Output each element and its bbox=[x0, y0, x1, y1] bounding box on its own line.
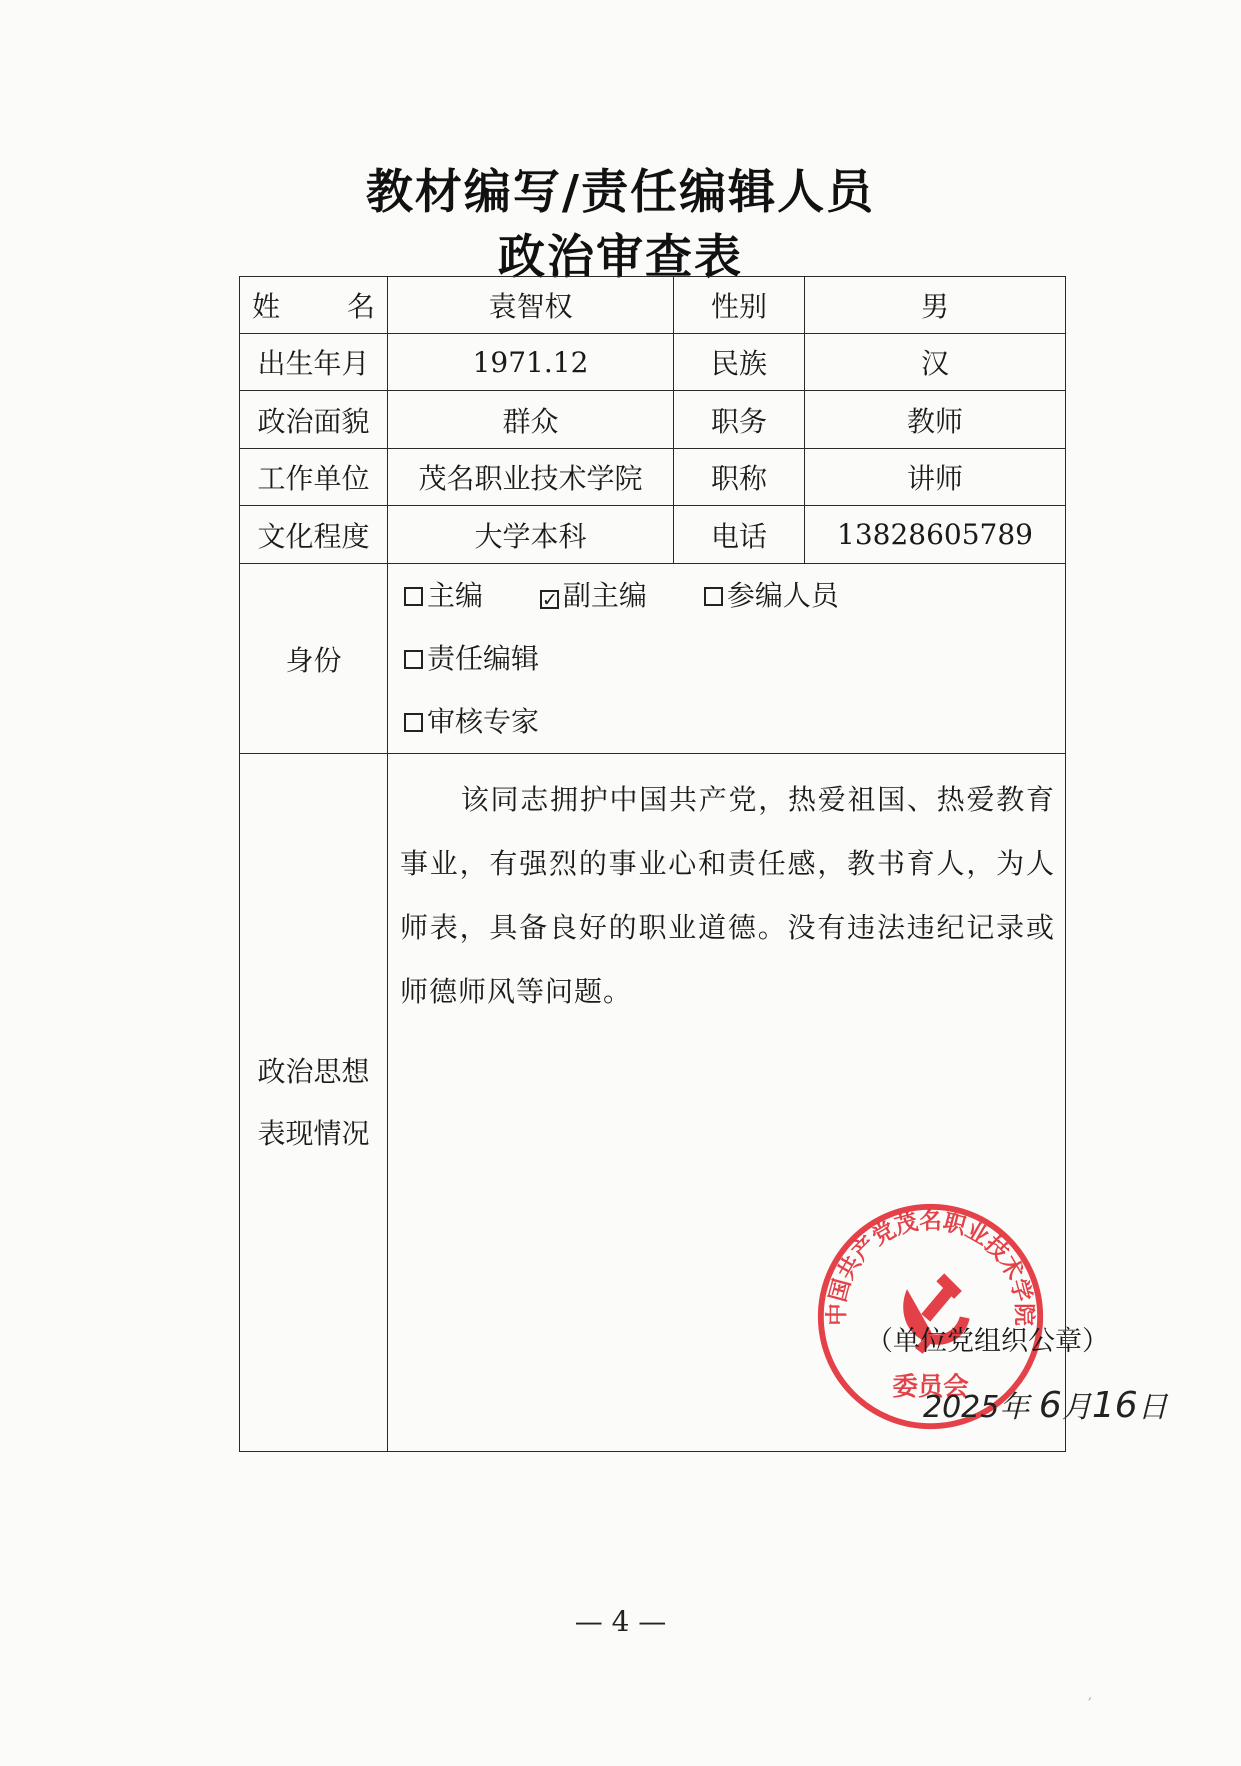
political-value: 群众 bbox=[388, 391, 674, 449]
date-day: 16 bbox=[1091, 1385, 1138, 1426]
phone-value: 13828605789 bbox=[805, 506, 1066, 564]
birth-value: 1971.12 bbox=[388, 334, 674, 391]
page-number: — 4 — bbox=[574, 1605, 667, 1638]
signature-date: 2025年 6月16日 bbox=[923, 1385, 1168, 1426]
review-statement: 该同志拥护中国共产党，热爱祖国、热爱教育事业，有强烈的事业心和责任感，教书育人，为人师表，具备良好的职业道德。没有违法违纪记录或师德师风等问题。 bbox=[400, 783, 1055, 1008]
name-value: 袁智权 bbox=[388, 277, 674, 334]
date-month: 6 bbox=[1038, 1385, 1062, 1426]
date-year: 2025 bbox=[923, 1390, 1000, 1425]
form-title-line1: 教材编写/责任编辑人员 bbox=[365, 165, 876, 220]
gender-value: 男 bbox=[805, 277, 1066, 334]
identity-label: 身份 bbox=[240, 564, 388, 754]
option-contributor[interactable]: 参编人员 bbox=[704, 564, 839, 627]
political-review-label: 政治思想 表现情况 bbox=[240, 754, 388, 1452]
phone-label: 电话 bbox=[674, 506, 805, 564]
education-label: 文化程度 bbox=[240, 506, 388, 564]
political-review-cell bbox=[388, 754, 1168, 1452]
svg-text:委员会: 委员会 bbox=[892, 1371, 969, 1402]
option-chief-editor[interactable]: 主编 bbox=[404, 564, 483, 627]
checkbox-contributor[interactable] bbox=[704, 587, 723, 606]
birth-label: 出生年月 bbox=[240, 334, 388, 391]
form-title-line2: 政治审查表 bbox=[498, 230, 743, 285]
scan-speck: , bbox=[1088, 1688, 1092, 1702]
gender-label: 性别 bbox=[674, 277, 805, 334]
ethnicity-label: 民族 bbox=[674, 334, 805, 391]
stamp-label: （单位党组织公章） bbox=[866, 1326, 1109, 1357]
review-form-table bbox=[239, 276, 1168, 1452]
professional-title-label: 职称 bbox=[674, 449, 805, 506]
svg-text:中国共产党茂名职业技术学院: 中国共产党茂名职业技术学院 bbox=[824, 1208, 1037, 1326]
option-responsible-editor[interactable]: 责任编辑 bbox=[404, 627, 539, 690]
checkbox-review-expert[interactable] bbox=[404, 713, 423, 732]
checkbox-deputy-editor-checked[interactable]: ✓ bbox=[541, 589, 558, 611]
ethnicity-value: 汉 bbox=[805, 334, 1066, 391]
political-label: 政治面貌 bbox=[240, 391, 388, 449]
education-value: 大学本科 bbox=[388, 506, 674, 564]
checkbox-responsible-editor[interactable] bbox=[404, 650, 423, 669]
position-label: 职务 bbox=[674, 391, 805, 449]
professional-title-value: 讲师 bbox=[805, 449, 1066, 506]
employer-value: 茂名职业技术学院 bbox=[388, 449, 674, 506]
checkbox-chief-editor[interactable] bbox=[404, 587, 423, 606]
option-deputy-editor[interactable]: ✓ 副主编 bbox=[541, 579, 647, 612]
name-label: 姓 名 bbox=[240, 277, 388, 334]
option-review-expert[interactable]: 审核专家 bbox=[404, 690, 539, 753]
position-value: 教师 bbox=[805, 391, 1066, 449]
employer-label: 工作单位 bbox=[240, 449, 388, 506]
identity-options bbox=[388, 564, 1066, 754]
